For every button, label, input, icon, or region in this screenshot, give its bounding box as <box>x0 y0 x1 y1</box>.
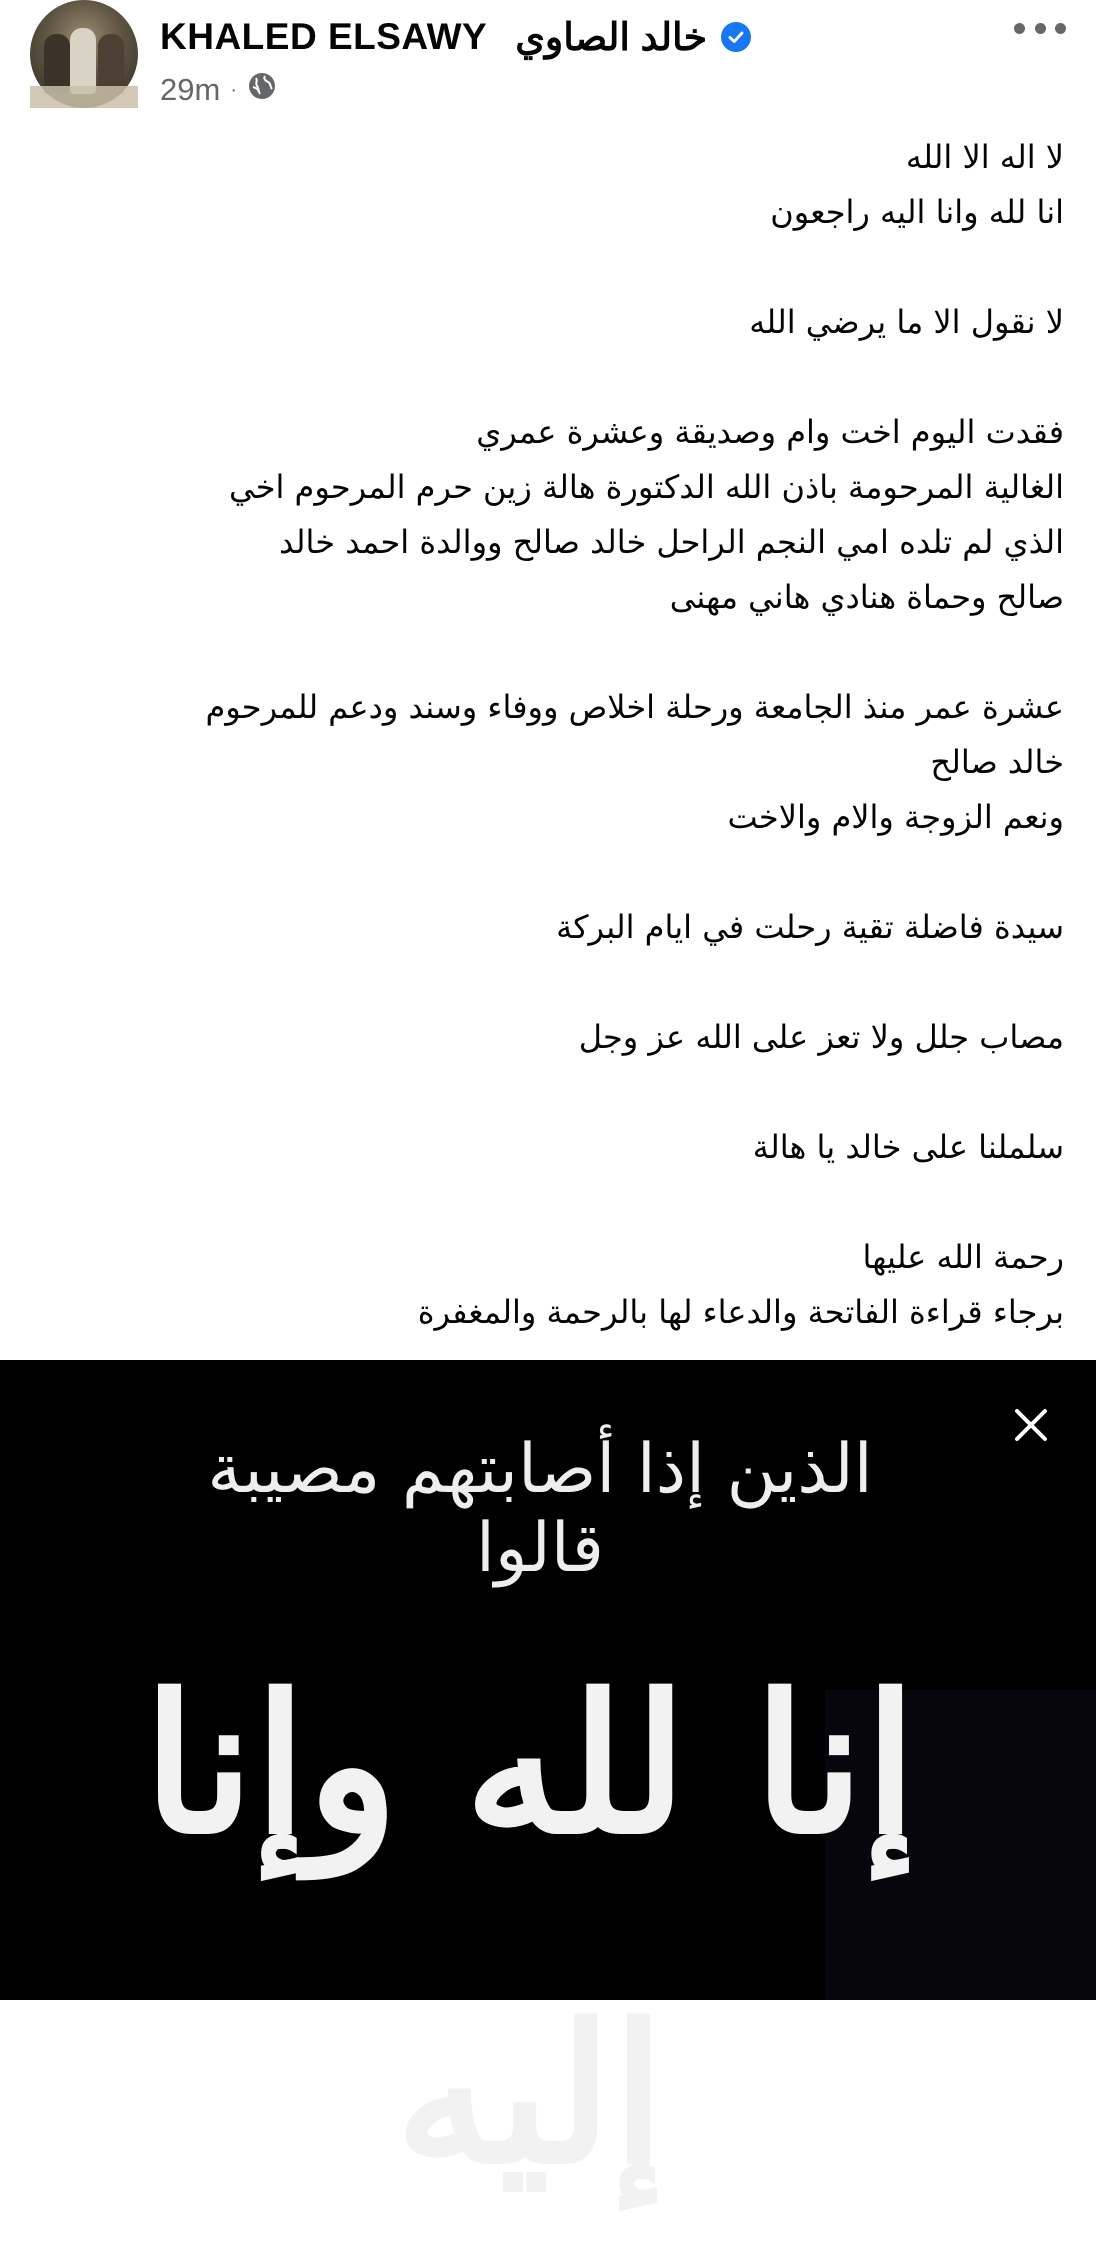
avatar-caption-strip <box>30 86 138 108</box>
post-line: سلملنا على خالد يا هالة <box>752 1128 1064 1166</box>
post-line: مصاب جلل ولا تعز على الله عز وجل <box>578 1018 1064 1056</box>
post-line-break <box>54 625 1064 680</box>
post-line: عشرة عمر منذ الجامعة ورحلة اخلاص ووفاء وسند ودعم للمرحوم <box>205 688 1064 726</box>
author-name-en[interactable]: KHALED ELSAWY <box>160 16 488 57</box>
post-line: لا نقول الا ما يرضي الله <box>749 303 1064 341</box>
post-line: انا لله وانا اليه راجعون <box>770 193 1064 231</box>
post-line-break <box>54 1065 1064 1120</box>
avatar-figure <box>70 28 96 94</box>
post-image[interactable] <box>0 1360 1096 2206</box>
post-line: خالد صالح <box>930 743 1064 781</box>
meta-separator: · <box>230 78 237 101</box>
post-time[interactable]: 29m <box>160 72 221 107</box>
post-line-break <box>54 1175 1064 1230</box>
post-header <box>0 0 1096 120</box>
post-line: رحمة الله عليها <box>862 1238 1064 1276</box>
post-line-break <box>54 845 1064 900</box>
post-meta <box>160 70 277 110</box>
avatar[interactable] <box>30 0 138 108</box>
post-line-break <box>54 350 1064 405</box>
post-line: سيدة فاضلة تقية رحلت في ايام البركة <box>556 908 1064 946</box>
avatar-figure <box>98 34 124 94</box>
author-name-ar[interactable]: خالد الصاوي <box>515 16 708 59</box>
calligraphy-line-2: إنا لله وإنا إليه <box>143 1653 917 2206</box>
verified-badge-icon <box>721 22 751 52</box>
post-line: صالح وحماة هنادي هاني مهنى <box>669 578 1064 616</box>
post-line: ونعم الزوجة والام والاخت <box>727 798 1064 836</box>
globe-icon <box>247 71 277 109</box>
avatar-figure <box>44 34 70 94</box>
post-line-break <box>54 955 1064 1010</box>
post-line: الغالية المرحومة باذن الله الدكتورة هالة زين حرم المرحوم اخي <box>229 468 1064 506</box>
calligraphy-line-1: الذين إذا أصابتهم مصيبة قالوا <box>207 1430 873 1588</box>
post-text <box>54 130 1064 1340</box>
post-line: فقدت اليوم اخت وام وصديقة وعشرة عمري <box>476 413 1064 451</box>
post-line: لا اله الا الله <box>905 138 1064 176</box>
author-name-row <box>160 14 751 60</box>
post-line-break <box>54 240 1064 295</box>
post-line: الذي لم تلده امي النجم الراحل خالد صالح ووالدة احمد خالد <box>278 523 1064 561</box>
close-icon[interactable] <box>1011 1405 1051 1445</box>
post-line: برجاء قراءة الفاتحة والدعاء لها بالرحمة والمغفرة <box>417 1293 1064 1331</box>
more-options-icon[interactable] <box>1014 10 1066 46</box>
